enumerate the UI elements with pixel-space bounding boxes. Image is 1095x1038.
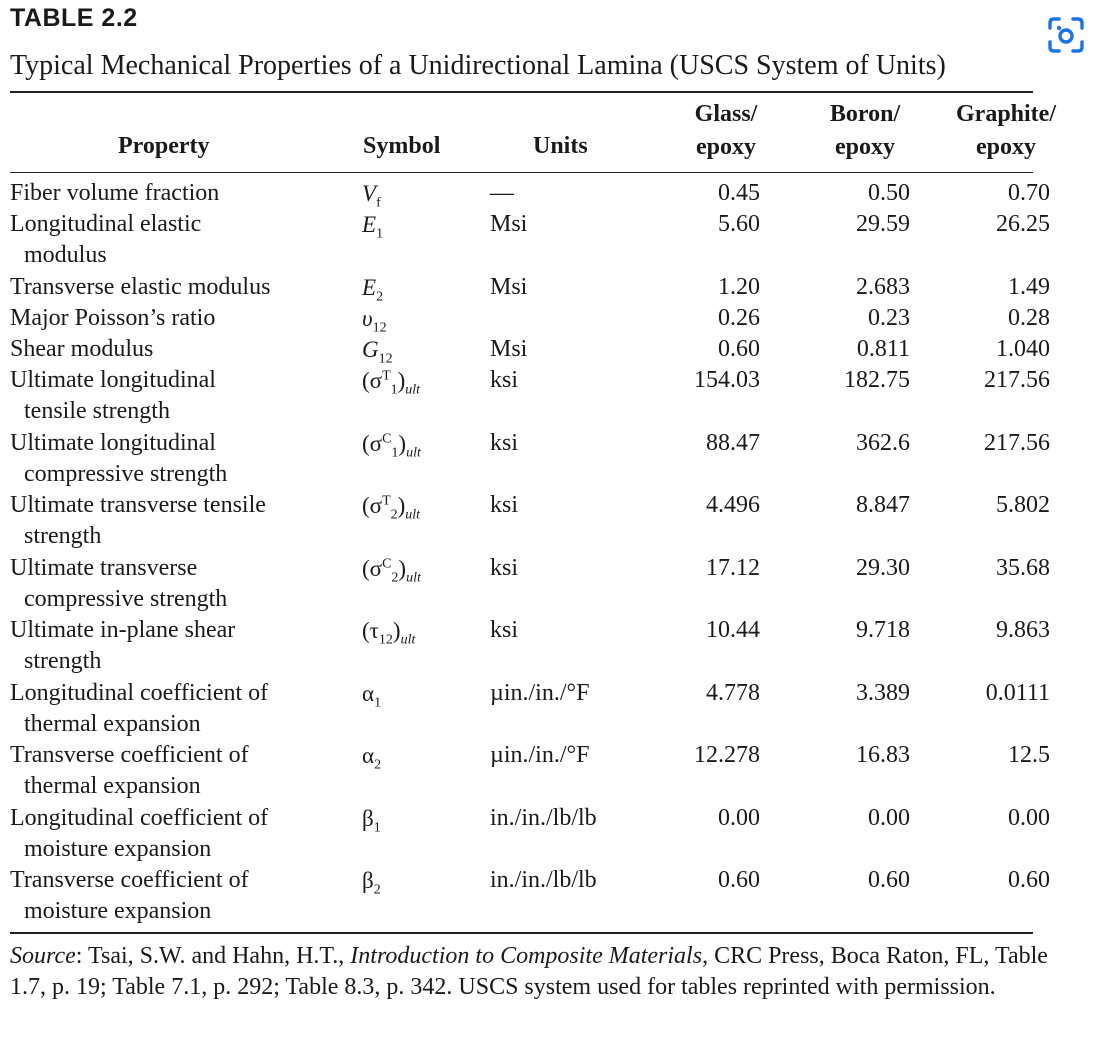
property-line1: Ultimate longitudinal: [10, 367, 216, 393]
property-line1: Longitudinal elastic: [10, 211, 202, 237]
boron-epoxy-value: 2.683: [856, 274, 910, 300]
graphite-epoxy-value: 26.25: [996, 211, 1050, 237]
symbol-subscript: 1: [391, 445, 399, 461]
property-line2: thermal expansion: [24, 711, 201, 737]
property-line2: strength: [24, 523, 102, 549]
glass-epoxy-value: 4.496: [706, 492, 760, 518]
glass-epoxy-value: 4.778: [706, 680, 760, 706]
symbol-superscript: T: [382, 368, 391, 384]
units-cell: Msi: [490, 211, 528, 237]
source-book-title: Introduction to Composite Materials: [350, 943, 703, 969]
symbol-subscript: 2: [391, 570, 399, 586]
symbol-subscript: f: [376, 195, 381, 211]
glass-epoxy-value: 17.12: [706, 555, 760, 581]
symbol-subscript: 2: [390, 507, 398, 523]
symbol-base: (σ: [362, 556, 383, 581]
header-glass-line1: Glass/: [694, 101, 758, 127]
header-graphite-epoxy: [950, 98, 1062, 164]
symbol-base: (σ: [362, 431, 383, 456]
symbol-cell: [362, 365, 420, 396]
property-line2: strength: [24, 648, 102, 674]
symbol-subscript: 2: [374, 757, 382, 773]
symbol-cell: [362, 272, 383, 303]
property-line2: modulus: [24, 242, 107, 268]
symbol-cell: [362, 490, 420, 521]
glass-epoxy-value: 0.60: [718, 336, 760, 362]
units-cell: ksi: [490, 367, 519, 393]
symbol-cell: [362, 209, 383, 240]
header-glass-epoxy: [688, 98, 764, 164]
header-units: Units: [533, 133, 588, 159]
top-rule: [10, 91, 1033, 93]
boron-epoxy-value: 0.811: [856, 336, 910, 362]
graphite-epoxy-value: 217.56: [984, 430, 1050, 456]
symbol-base: υ: [362, 306, 373, 331]
symbol-cell: [362, 615, 415, 646]
units-cell: µin./in./°F: [490, 680, 590, 706]
symbol-subscript: 1: [376, 226, 384, 242]
header-boron-line2: epoxy: [835, 134, 895, 160]
symbol-cell: [362, 553, 421, 584]
symbol-superscript: C: [382, 431, 392, 447]
symbol-suffix: )$_{ult}$: [392, 618, 416, 648]
glass-epoxy-value: 0.60: [718, 867, 760, 893]
symbol-base: (σ: [362, 368, 383, 393]
property-line1: Ultimate in-plane shear: [10, 617, 236, 643]
glass-epoxy-value: 1.20: [718, 274, 760, 300]
property-name: [10, 303, 330, 334]
glass-epoxy-value: 10.44: [706, 617, 760, 643]
header-symbol: Symbol: [363, 133, 441, 159]
symbol-base: α: [362, 743, 375, 768]
boron-epoxy-value: 0.23: [868, 305, 910, 331]
symbol-subscript: 12: [378, 632, 393, 648]
property-name: [10, 678, 330, 740]
glass-epoxy-value: 12.278: [694, 742, 760, 768]
units-cell: in./in./lb/lb: [490, 805, 597, 831]
symbol-suffix: )$_{ult}$: [398, 556, 421, 586]
property-line1: Ultimate transverse: [10, 555, 198, 581]
header-graphite-line1: Graphite/: [956, 101, 1056, 127]
boron-epoxy-value: 29.59: [856, 211, 910, 237]
units-cell: µin./in./°F: [490, 742, 590, 768]
graphite-epoxy-value: 1.040: [996, 336, 1050, 362]
glass-epoxy-value: 0.45: [718, 180, 760, 206]
property-line2: compressive strength: [24, 461, 228, 487]
table-label: TABLE 2.2: [10, 4, 138, 32]
symbol-suffix: )$_{ult}$: [398, 431, 421, 461]
symbol-cell: [362, 865, 381, 896]
boron-epoxy-value: 0.00: [868, 805, 910, 831]
symbol-suffix: )$_{ult}$: [397, 368, 421, 398]
header-boron-epoxy: [825, 98, 905, 164]
units-cell: ksi: [490, 617, 519, 643]
symbol-base: E: [362, 212, 377, 237]
units-cell: in./in./lb/lb: [490, 867, 597, 893]
graphite-epoxy-value: 0.00: [1008, 805, 1050, 831]
symbol-subscript: 2: [373, 882, 381, 898]
property-line1: Longitudinal coefficient of: [10, 805, 269, 831]
symbol-subscript: 12: [372, 320, 387, 336]
graphite-epoxy-value: 0.28: [1008, 305, 1050, 331]
graphite-epoxy-value: 0.0111: [985, 680, 1050, 706]
property-name: [10, 553, 330, 615]
source-text-pre: : Tsai, S.W. and Hahn, H.T.,: [75, 943, 351, 969]
glass-epoxy-value: 0.00: [718, 805, 760, 831]
symbol-cell: [362, 334, 393, 365]
glass-epoxy-value: 88.47: [706, 430, 760, 456]
symbol-subscript: 1: [373, 820, 381, 836]
property-line2: moisture expansion: [24, 836, 212, 862]
glass-epoxy-value: 0.26: [718, 305, 760, 331]
header-rule: [10, 172, 1033, 173]
property-name: [10, 209, 330, 271]
glass-epoxy-value: 154.03: [694, 367, 760, 393]
symbol-subscript: 1: [374, 695, 382, 711]
property-name: [10, 365, 330, 427]
symbol-subscript: 1: [390, 382, 398, 398]
units-cell: Msi: [490, 274, 528, 300]
property-line1: Longitudinal coefficient of: [10, 680, 269, 706]
property-name: [10, 740, 330, 802]
property-name: [10, 272, 330, 303]
glass-epoxy-value: 5.60: [718, 211, 760, 237]
property-name: [10, 178, 330, 209]
graphite-epoxy-value: 35.68: [996, 555, 1050, 581]
header-graphite-line2: epoxy: [976, 134, 1036, 160]
property-line1: Major Poisson’s ratio: [10, 305, 216, 331]
property-line1: Transverse elastic modulus: [10, 274, 271, 300]
symbol-base: β: [362, 806, 374, 831]
units-cell: ksi: [490, 555, 519, 581]
symbol-superscript: T: [382, 493, 391, 509]
boron-epoxy-value: 0.60: [868, 867, 910, 893]
boron-epoxy-value: 0.50: [868, 180, 910, 206]
graphite-epoxy-value: 12.5: [1008, 742, 1050, 768]
boron-epoxy-value: 16.83: [856, 742, 910, 768]
units-cell: ksi: [490, 492, 519, 518]
boron-epoxy-value: 29.30: [856, 555, 910, 581]
symbol-cell: [362, 740, 381, 771]
symbol-suffix: )$_{ult}$: [397, 493, 421, 523]
symbol-base: V: [362, 181, 377, 206]
units-cell: —: [490, 180, 514, 206]
source-text-post: , CRC Press, Boca Raton, FL, Table 1.7, p. 19; Table 7.1, p. 292; Table 8.3, p. 342. USCS system used for tables reprinted with permission.: [10, 943, 1048, 1000]
symbol-cell: [362, 303, 387, 334]
graphite-epoxy-value: 0.60: [1008, 867, 1050, 893]
units-cell: Msi: [490, 336, 528, 362]
symbol-base: (τ: [362, 618, 379, 643]
property-name: [10, 334, 330, 365]
property-line1: Ultimate transverse tensile: [10, 492, 266, 518]
property-line1: Transverse coefficient of: [10, 867, 249, 893]
symbol-base: G: [362, 337, 379, 362]
property-line2: tensile strength: [24, 398, 170, 424]
property-name: [10, 865, 330, 927]
symbol-base: α: [362, 681, 375, 706]
property-line2: compressive strength: [24, 586, 228, 612]
property-line1: Shear modulus: [10, 336, 154, 362]
boron-epoxy-value: 182.75: [844, 367, 910, 393]
table-caption: Typical Mechanical Properties of a Unidirectional Lamina (USCS System of Units): [10, 50, 946, 81]
header-property: Property: [118, 133, 210, 159]
graphite-epoxy-value: 9.863: [996, 617, 1050, 643]
bottom-rule: [10, 932, 1033, 934]
symbol-base: (σ: [362, 493, 383, 518]
source-note: [10, 941, 1070, 1003]
symbol-subscript: 2: [376, 289, 384, 305]
symbol-superscript: C: [382, 556, 392, 572]
property-name: [10, 803, 330, 865]
symbol-cell: [362, 678, 381, 709]
graphite-epoxy-value: 0.70: [1008, 180, 1050, 206]
graphite-epoxy-value: 217.56: [984, 367, 1050, 393]
source-label: Source: [10, 943, 76, 969]
symbol-cell: [362, 428, 421, 459]
property-line2: thermal expansion: [24, 773, 201, 799]
property-name: [10, 428, 330, 490]
symbol-cell: [362, 803, 381, 834]
header-glass-line2: epoxy: [696, 134, 756, 160]
property-line1: Fiber volume fraction: [10, 180, 220, 206]
symbol-base: β: [362, 868, 374, 893]
property-line2: moisture expansion: [24, 898, 212, 924]
symbol-cell: [362, 178, 381, 209]
symbol-base: E: [362, 275, 377, 300]
boron-epoxy-value: 362.6: [856, 430, 910, 456]
symbol-subscript: 12: [378, 351, 393, 367]
lens-icon[interactable]: [1046, 15, 1086, 55]
boron-epoxy-value: 3.389: [856, 680, 910, 706]
boron-epoxy-value: 9.718: [856, 617, 910, 643]
boron-epoxy-value: 8.847: [856, 492, 910, 518]
graphite-epoxy-value: 1.49: [1008, 274, 1050, 300]
units-cell: ksi: [490, 430, 519, 456]
graphite-epoxy-value: 5.802: [996, 492, 1050, 518]
property-line1: Ultimate longitudinal: [10, 430, 216, 456]
property-line1: Transverse coefficient of: [10, 742, 249, 768]
property-name: [10, 490, 330, 552]
property-name: [10, 615, 330, 677]
header-boron-line1: Boron/: [829, 101, 901, 127]
